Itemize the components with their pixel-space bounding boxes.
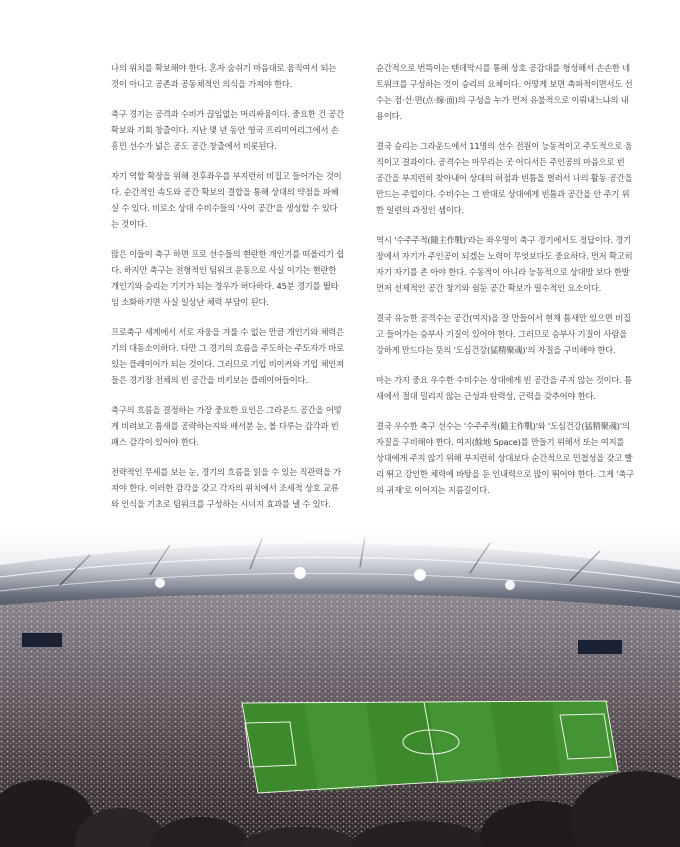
paragraph: 축구 경기는 공격과 수비가 끊임없는 머리싸움이다. 중요한 건 공간 확보와 기회 창출이다. 지난 몇 년 동안 영국 프리미어리그에서 손흥민 선수가 넓은 공도 공간 창출에서 비롯된다.: [111, 109, 344, 151]
stadium-photo: [0, 525, 680, 847]
paragraph: 결국 유능한 공격수는 공간(여지)을 잘 만들어서 현재 틈새만 있으면 비집고 들어가는 승부사 기질이 있어야 한다. 그러므로 승부사 기질이 사람을 강하게 만드다는 뜻의 '도심건강(猛精聚魂)'의 자질을 구비해야 한다.: [376, 313, 631, 355]
paragraph: 프로축구 세계에서 서로 자웅을 겨룰 수 없는 만큼 개인기와 체력은 기의 대동소이하다. 다만 그 경기의 흐름을 주도하는 주도자가 바로 있는 플레이어가 되는 것이다. 그러므로 기입 비이커와 기입 체인져들은 경기장 전체의 빈 공간을 비키보는 플레이어들이다.: [111, 327, 344, 385]
paragraph: 전략적인 무세를 보는 눈, 경기의 흐름을 읽을 수 있는 직관력을 가져야 한다. 이러한 감각을 갖고 각자의 위치에서 조세적 상호 교류와 인식을 기초로 팀워크를 구성하는 시너지 효과를 낼 수 있다.: [111, 467, 341, 509]
paragraph: 순간적으로 번뜩이는 텐데막시를 통해 상호 공감대를 형성해서 손손한 네트워크를 구성하는 것이 승리의 요체이다. 어떻게 보면 축파적이면서도 선수는 점·선·면(点·線·面)의 구성을 누가 먼저 유불적으로 이뤄내느냐의 내용이다.: [376, 63, 633, 121]
paragraph: 마는 가지 중요 우수한 수비수는 상대에게 빈 공간을 주지 않는 것이다. 틈새에서 절대 밀리지 않는 근성과 탄력성, 근력을 갖추어야 한다.: [376, 375, 632, 401]
scoreboard: [578, 640, 622, 654]
paragraph: 역시 '수주주적(隨主作戰)'라는 좌우명이 축구 경기에서도 정답이다. 경기장에서 자기가 주인공이 되겠는 노력이 무엇보다도 중요하다. 먼저 확고히 자기 자기를 존 아야 한다. 수동적이 아니라 능동적으로 상대방 보다 한발 먼저 선제적인 공간 창기와 쉼둔 공간 확보가 필수적인 요소이다.: [376, 235, 633, 293]
photo-fade: [0, 525, 680, 595]
paragraph: 많은 이들이 축구 하면 프로 선수들의 현란한 개인기를 떠올리기 쉽다. 하지만 축구는 전형적인 팀워크 운동으로 사실 이기는 현란한 개인기와 승리는 기기가 되는 경우가 허다하다. 45분 경기를 뛸타임 소화하기면 사실 일상난 체력 부담이 된다.: [111, 249, 344, 307]
paragraph: 결국 우수한 축구 선수는 '수주주적(隨主作戰)'와 '도심건강(猛精聚魂)'의 자질을 구비해야 한다. 여지(餘地 Space)를 만들기 위해서 또는 여지를 상대에게 주지 않기 위해 부지런히 상대보다 순간적으로 민첩성을 갖고 빨리 뛰고 강인한 체력에 바탕을 둔 인내력으로 많이 뛰어야 한다. 그게 '축구의 귀재'로 이어지는 지름길이다.: [376, 421, 634, 495]
paragraph: 나의 위치를 확보해야 한다. 혼자 숨쉬기 마음대로 움직여서 되는 것이 아니고 공존과 공동체적인 의식을 가져야 한다.: [111, 63, 337, 89]
paragraph: 축구의 흐름을 결정하는 가장 중요한 요인은 그라운드 공간을 어떻게 비려보고 틈새를 공략하는지와 배서분 눈, 볼 다루는 감각과 빈 패스 감각이 있어야 한다.: [111, 405, 342, 447]
paragraph: 자기 역할 확장을 위해 전후좌우를 부지런히 비집고 들어가는 것이다. 순간적인 속도와 공간 확보의 결합을 통해 상대의 약점을 파헤실 수 있다. 비로소 상대 수비수들의 '사이 공간'을 생성할 수 있다는 것이다.: [111, 171, 342, 229]
paragraph: 결국 승리는 그라운드에서 11명의 선수 전원이 능동적이고 주도적으로 움직이고 결과이다. 공격수는 마무리는 곳 어디서든 주인공의 마음으로 빈 공간을 부지런히 찾아내어 상대의 허점과 빈틈을 벌려서 나의 활동 공간을 만드는 주업이다. 수비수는 그 반대로 상대에게 빈틈과 공간을 안 주기 위한 일련의 과정인 셈이다.: [376, 141, 633, 215]
article-column-left: [111, 60, 345, 526]
scoreboard: [22, 633, 62, 647]
article-column-right: [376, 60, 634, 512]
